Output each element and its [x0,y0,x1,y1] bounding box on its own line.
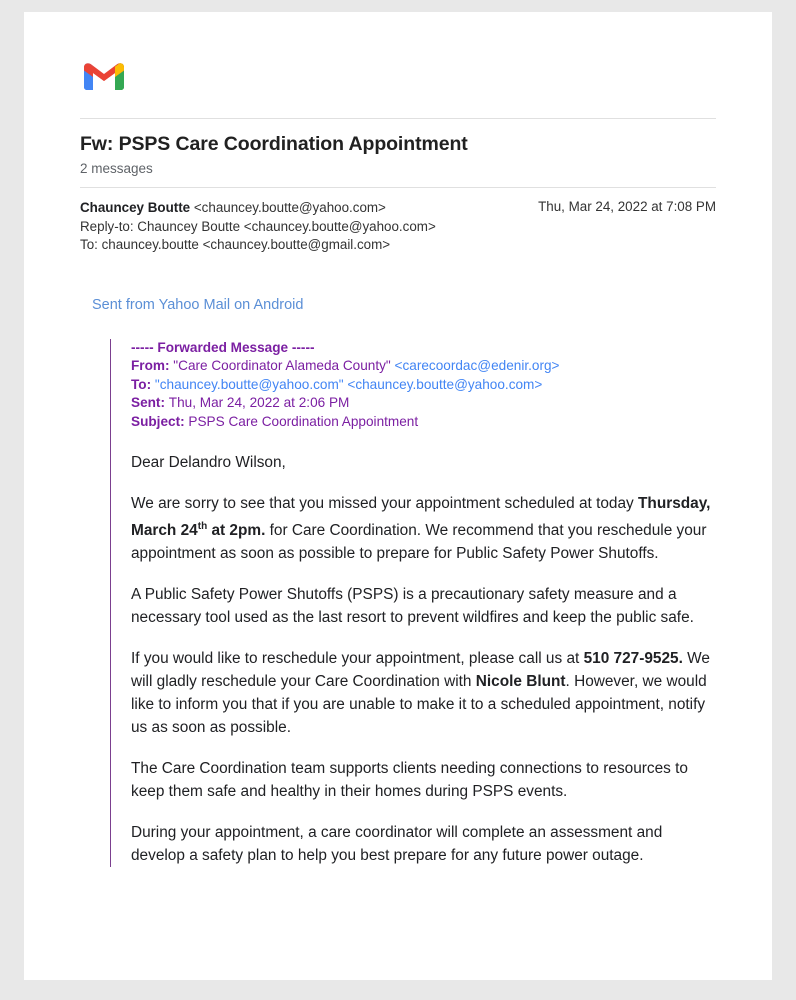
message-count: 2 messages [80,161,153,176]
forwarded-to-value-1: "chauncey.boutte@yahoo.com" [154,376,344,392]
p3-phone-number: 510 727-9525. [583,650,683,668]
p1-part-a: We are sorry to see that you missed your appointment scheduled at today [131,495,639,512]
body-paragraph-1 [131,492,716,565]
p1-part-b: for Care Coordination. We recommend that you reschedule your appointment as soon as possible to prepare for Public Safety Power Shutoffs. [131,522,707,563]
body-paragraph-4: The Care Coordination team supports clients needing connections to resources to keep them safe and healthy in their homes during PSPS events. [131,760,688,801]
divider-subject [80,187,716,188]
p1-bold-time: at 2pm. [207,522,266,540]
signature-link[interactable]: Sent from Yahoo Mail on Android [92,296,304,313]
message-header [80,199,716,255]
p3-coordinator-name: Nicole Blunt [475,673,566,691]
body-paragraph-5: During your appointment, a care coordinator will complete an assessment and develop a safety plan to help you best prepare for any future power outage. [131,824,663,865]
body-paragraph-3 [131,647,716,739]
p3-part-a: If you would like to reschedule your appointment, please call us at [131,650,584,668]
p1-ordinal-suffix: th [197,521,208,532]
forwarded-from-row [131,357,716,376]
forwarded-to-row [131,376,716,395]
forwarded-to-label: To: [131,376,152,392]
forwarded-subject-value: PSPS Care Coordination Appointment [188,413,419,429]
forwarded-sent-row [131,394,716,413]
forwarded-header [131,339,716,432]
p1-bold-date: Thursday, March 24 [131,495,711,540]
subject-block [80,133,716,176]
forwarded-from-name: "Care Coordinator Alameda County" [173,358,391,373]
email-container [24,12,772,867]
body-paragraph-2: A Public Safety Power Shutoffs (PSPS) is a precautionary safety measure and a necessary tool used as the last resort to prevent wildfires and keep the public safe. [131,586,694,627]
forwarded-divider-label: ----- Forwarded Message ----- [131,339,315,355]
sender-address: <chauncey.boutte@yahoo.com> [193,200,386,215]
forwarded-from-address: <carecoordac@edenir.org> [394,358,560,373]
body-greeting: Dear Delandro Wilson, [131,454,286,471]
reply-to-line: Reply-to: Chauncey Boutte <chauncey.boutte@yahoo.com> [80,218,436,234]
sender-name: Chauncey Boutte [80,200,191,215]
forwarded-subject-row [131,413,716,432]
page-title: Fw: PSPS Care Coordination Appointment [80,133,468,155]
forwarded-from-label: From: [131,358,170,373]
email-page [24,12,772,980]
gmail-logo [82,58,126,92]
forwarded-sent-label: Sent: [131,395,165,410]
forwarded-sent-value: Thu, Mar 24, 2022 at 2:06 PM [168,395,350,410]
message-date: Thu, Mar 24, 2022 at 7:08 PM [538,199,716,214]
forwarded-body [131,451,716,867]
p3-part-c: . However, we would like to inform you that if you are unable to make it to a scheduled appointment, notify us as soon as possible. [131,673,707,737]
divider-top [80,118,716,119]
forwarded-message-block [110,339,716,868]
forwarded-to-value-2: <chauncey.boutte@yahoo.com> [347,376,543,392]
to-line: To: chauncey.boutte <chauncey.boutte@gmail.com> [80,237,391,252]
p3-part-b: We will gladly reschedule your Care Coordination with [131,650,710,691]
forwarded-subject-label: Subject: [131,413,185,429]
